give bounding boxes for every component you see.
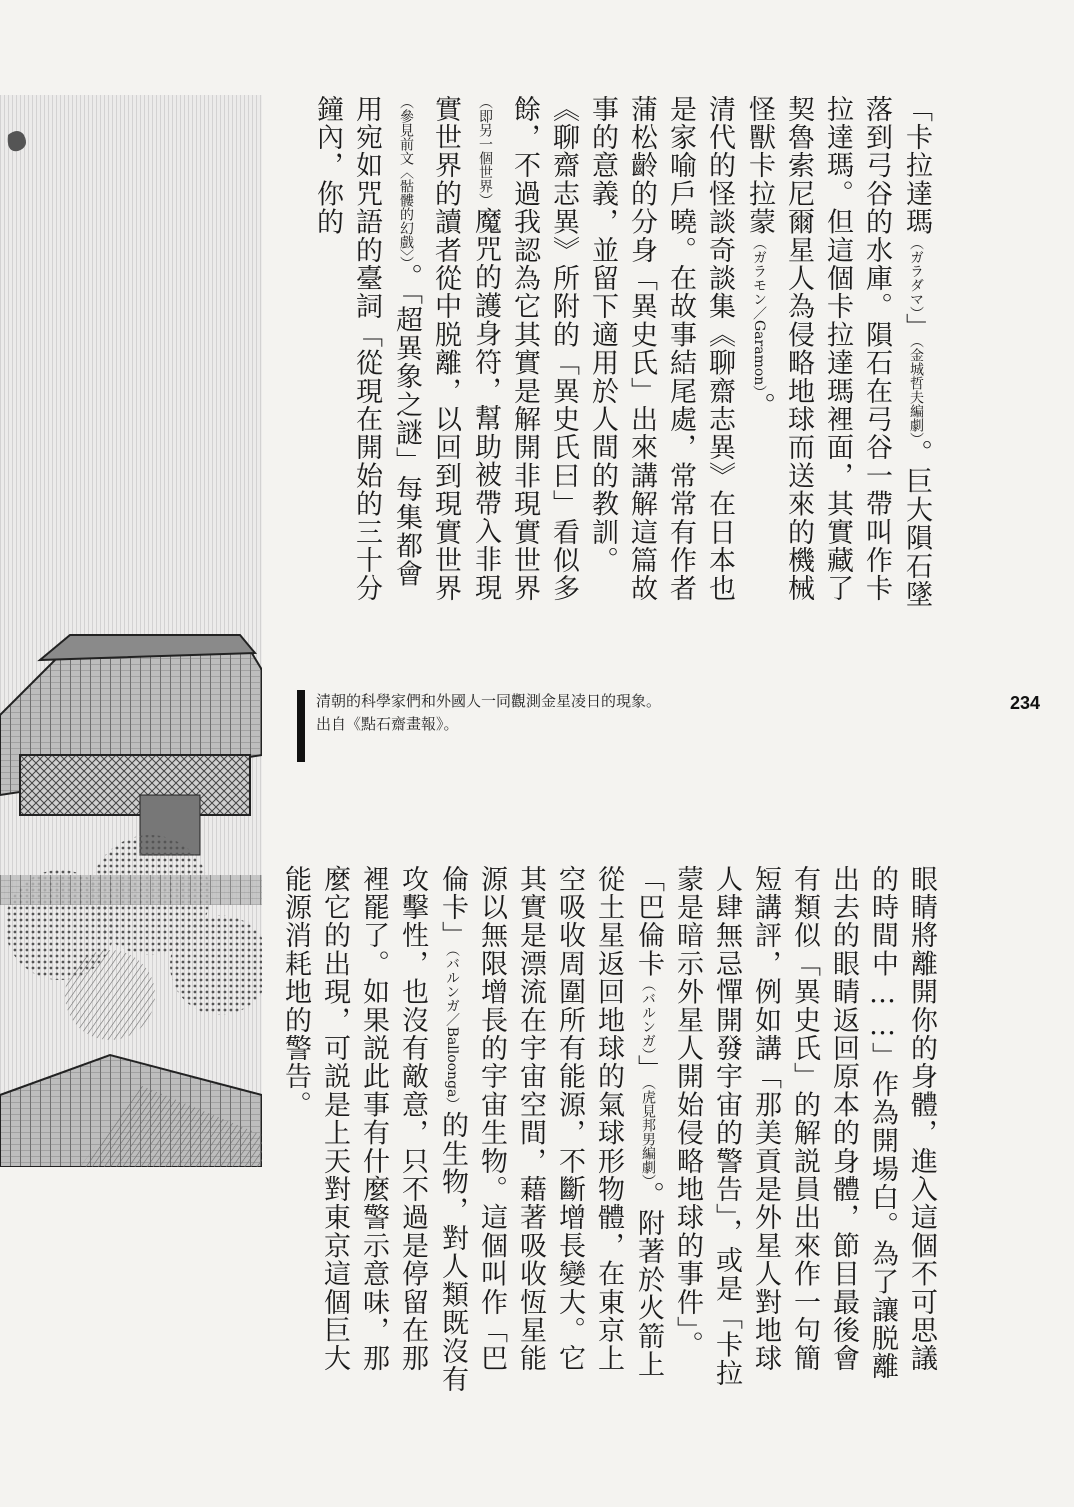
garadama-end: 。: [744, 392, 775, 421]
opening-narration: 眼睛將離開你的身體，進入這個不可思議的時間中……」作為開場白。為了讓脱離出去的眼睛返回原本的身體，節目最後會有類似「異史氏」的解説員出來作一句簡短講評，例如講「那美貢是外星人對地球人肆無忌憚開發宇宙的警告」，或是「卡拉蒙是暗示外星人開始侵略地球的事件」。: [672, 865, 937, 1388]
liaozhai-body-3: 。「超異象之謎」每集都會用宛如咒語的臺詞「從現在開始的三十分鐘內，你的: [312, 95, 422, 603]
garadama-title-close: 」: [901, 313, 932, 342]
balloonga-title-close: 」: [633, 1054, 664, 1084]
top-text-block: [308, 95, 936, 610]
figure-caption: [316, 690, 796, 736]
bottom-text-block: [276, 865, 941, 1400]
liaozhai-note-reference: （參見前文〈骷髏的幻戲〉）: [398, 95, 414, 263]
caption-line-2: 出自《點石齋畫報》。: [316, 715, 459, 733]
garadama-body: 。巨大隕石墜落到弓谷的水庫。隕石在弓谷一帶叫作卡拉達瑪。但這個卡拉達瑪裡面，其實藏了契魯索尼爾星人為侵略地球而送來的機械怪獸卡拉蒙: [744, 95, 932, 609]
balloonga-body-2: 的生物，對人類既沒有攻擊性，也沒有敵意，只不過是停留在那裡罷了。如果説此事有什麼警示意味，那麼它的出現，可説是上天對東京這個巨大能源消耗地的警告。: [280, 865, 468, 1394]
engraving-palace-rooftops-icon: [0, 95, 262, 1167]
garadama-reading: （ガラダマ）: [908, 236, 924, 313]
balloonga-writer: （虎見邦男編劇）: [640, 1083, 656, 1182]
liaozhai-note-other-world: （即另一個世界）: [477, 95, 493, 207]
balloonga-title: 「巴倫卡: [633, 865, 664, 978]
balloonga-reading: （バルンガ）: [640, 977, 656, 1055]
garadama-writer: （金城哲夫編劇）: [908, 341, 924, 440]
garamon-reading: （ガラモン／Garamon）: [751, 236, 767, 393]
liaozhai-body: 清代的怪談奇談集《聊齋志異》在日本也是家喻戶曉。在故事結尾處，常常有作者蒲松齡的分身「異史氏」出來講解這篇故事的意義，並留下適用於人間的教訓。《聊齋志異》所附的「異史氏曰」看似多餘，不過我認為它其實是解開非現實世界: [509, 95, 735, 603]
balloonga-name-reading: （バルンガ／Balloonga）: [444, 949, 460, 1112]
garadama-title: 「卡拉達瑪: [901, 95, 932, 236]
liaozhai-body-2: 魔咒的護身符，幫助被帶入非現實世界的讀者從中脱離，以回到現實世界: [430, 95, 501, 603]
caption-line-1: 清朝的科學家們和外國人一同觀測金星凌日的現象。: [316, 692, 662, 710]
page-number: 234: [1010, 693, 1041, 713]
caption-bar: [297, 690, 305, 762]
balloonga-body: 。附著於火箭上從土星返回地球的氣球形物體，在東京上空吸收周圍所有能源，不斷增長變大。它其實是漂流在宇宙空間，藉著吸收恆星能源以無限增長的宇宙生物。這個叫作「巴倫卡」: [437, 865, 664, 1379]
engraving-illustration: [0, 95, 262, 1167]
